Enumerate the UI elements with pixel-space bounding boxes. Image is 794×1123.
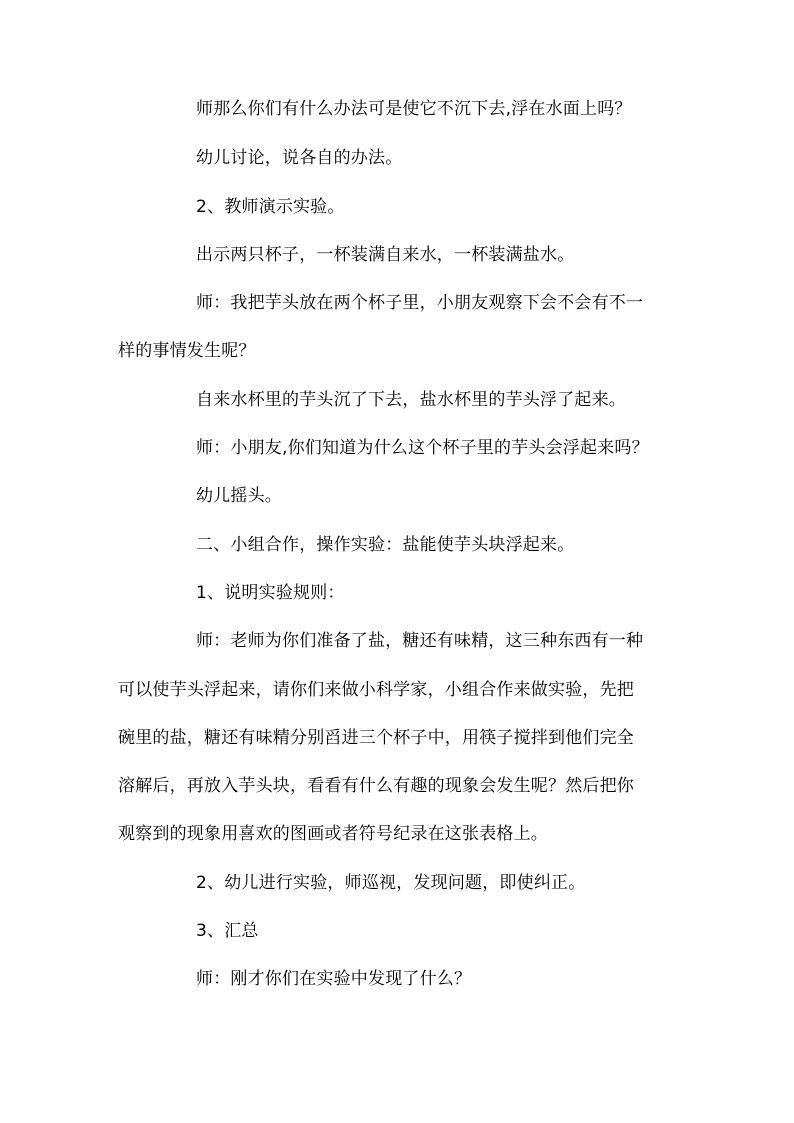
paragraph-line: 幼儿讨论，说各自的办法。	[196, 148, 403, 168]
paragraph-line: 碗里的盐，糖还有味精分别舀进三个杯子中，用筷子搅拌到他们完全	[118, 728, 634, 748]
paragraph-line: 出示两只杯子，一杯装满自来水，一杯装满盐水。	[196, 245, 575, 265]
paragraph-line: 样的事情发生呢？	[118, 341, 256, 361]
paragraph-line: 幼儿摇头。	[196, 486, 282, 506]
paragraph-line: 师：我把芋头放在两个杯子里，小朋友观察下会不会有不一	[196, 293, 644, 313]
paragraph-line: 溶解后，再放入芋头块，看看有什么有趣的现象会发生呢？然后把你	[118, 776, 634, 796]
paragraph-line: 师：小朋友,你们知道为什么这个杯子里的芋头会浮起来吗？	[196, 438, 649, 458]
paragraph-line: 师那么你们有什么办法可是使它不沉下去,浮在水面上吗？	[196, 99, 632, 119]
paragraph-line: 师：老师为你们准备了盐，糖还有味精，这三种东西有一种	[196, 631, 644, 651]
section-heading: 3、汇总	[196, 921, 259, 941]
paragraph-line: 可以使芋头浮起来，请你们来做小科学家，小组合作来做实验，先把	[118, 680, 634, 700]
section-heading: 二、小组合作，操作实验：盐能使芋头块浮起来。	[196, 535, 575, 555]
section-heading: 1、说明实验规则：	[196, 583, 345, 603]
paragraph-line: 自来水杯里的芋头沉了下去，盐水杯里的芋头浮了起来。	[196, 390, 626, 410]
paragraph-line: 2、幼儿进行实验，师巡视，发现问题，即使纠正。	[196, 873, 586, 893]
paragraph-line: 观察到的现象用喜欢的图画或者符号纪录在这张表格上。	[118, 824, 548, 844]
paragraph-line: 师：刚才你们在实验中发现了什么？	[196, 969, 472, 989]
section-heading: 2、教师演示实验。	[196, 197, 345, 217]
